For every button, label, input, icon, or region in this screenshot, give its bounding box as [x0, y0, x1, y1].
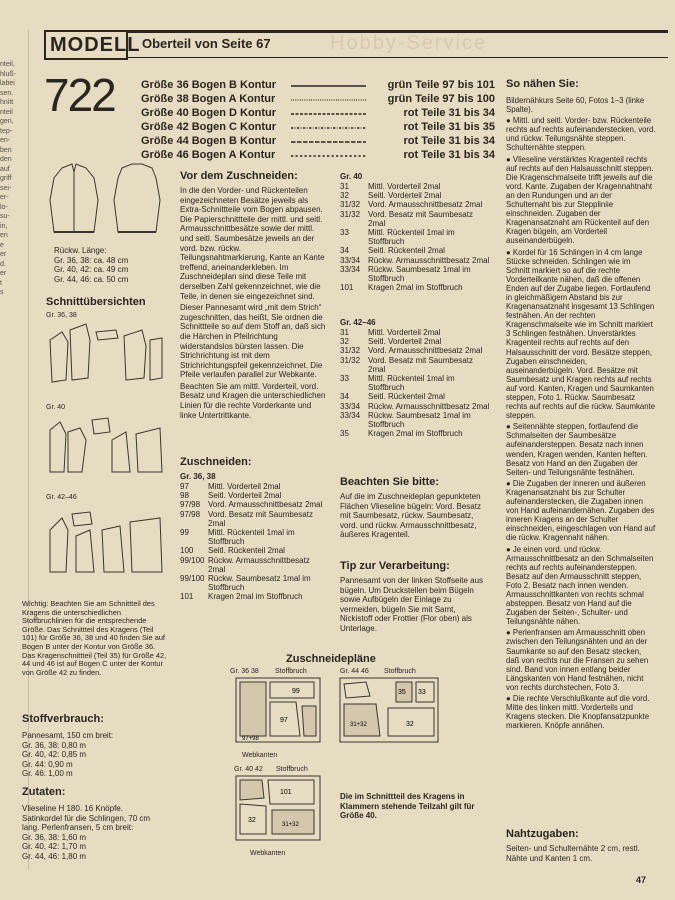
- piece-number: 97/98: [180, 509, 201, 519]
- piece-number: 100: [180, 546, 194, 556]
- piece-description: Vord. Armausschnittbesatz 2mal: [368, 346, 483, 356]
- cut-list-42-46: [340, 328, 490, 438]
- tip-title: Tip zur Verarbeitung:: [340, 560, 450, 572]
- svg-text:32: 32: [406, 721, 414, 728]
- cut-subtitle: Gr. 36, 38: [180, 472, 216, 481]
- sewing-step: [506, 694, 656, 730]
- edge-text-fragment: in,: [0, 222, 8, 230]
- cut-row: [340, 283, 490, 292]
- piece-number: 99: [180, 528, 189, 538]
- sewing-step-text: Kordel für 16 Schlingen in 4 cm lange Stücke schneiden. Schlingen wie im Schnitt markiert so auf die rechte Vorderteilkante nähen, daß die offenen Enden auf der Zugabe liegen. Fortlaufend in gleichmäßigem Abstand bis zur Kragenansatznaht insgesamt 13 Schlingen festnähen. An der rechten Kragenschmalseite wie im Schnitt markiert 3 Schlingen festnähen. Unverstärktes Kragenteil rechts auf rechts auf den Halsausschnitt der vord. Besätze steppen, Zugaben einschneiden, auseinanderbügeln. Vord. Besätze mit Saumbesatz und Kragen rechts auf rechts auf vord. Kanten, Kragen und Saumkanten steppen, Foto 1. Rückw. Saumbesatz rechts auf rechts auf die rückw. Saumkante steppen.: [506, 247, 656, 421]
- cut-row: [340, 356, 490, 374]
- edge-text-fragment: e: [0, 241, 4, 249]
- left-edge-bleed-text: [0, 60, 28, 380]
- webkanten-label: Webkanten: [242, 752, 278, 759]
- edge-text-fragment: s: [0, 289, 4, 296]
- cut-row: [340, 210, 490, 228]
- edge-text-fragment: hluß-: [0, 70, 16, 78]
- back-length-block: [54, 246, 164, 284]
- size-row: [141, 106, 495, 120]
- piece-number: 99/100: [180, 555, 205, 565]
- edge-text-fragment: en-: [0, 137, 11, 144]
- size-value: rot Teile 31 bis 34: [403, 149, 495, 161]
- piece-number: 101: [340, 283, 354, 293]
- size-label: Größe 46 Bogen A Kontur: [141, 149, 276, 161]
- svg-text:35: 35: [398, 689, 406, 696]
- cut-row: [340, 228, 490, 246]
- edge-text-fragment: tep-: [0, 127, 13, 135]
- cut-row: [180, 574, 328, 592]
- edge-text-fragment: sen.: [0, 89, 14, 97]
- prep-text: [180, 186, 328, 422]
- piece-description: Mittl. Rückenteil 1mal im Stoffbruch: [368, 228, 455, 247]
- piece-description: Mittl. Rückenteil 1mal im Stoffbruch: [368, 374, 455, 393]
- piece-description: Mittl. Vorderteil 2mal: [368, 182, 441, 191]
- size-value: grün Teile 97 bis 101: [387, 79, 495, 91]
- piece-number: 33: [340, 374, 349, 384]
- back-length-line: Gr. 40, 42: ca. 49 cm: [54, 265, 129, 275]
- cut-row: [340, 256, 490, 265]
- piece-number: 101: [180, 592, 194, 602]
- bullet-icon: ●: [506, 422, 513, 432]
- cut-row: [340, 429, 490, 438]
- size-row: [141, 78, 495, 92]
- sewing-title: So nähen Sie:: [506, 78, 579, 90]
- edge-text-fragment: griff: [0, 175, 12, 182]
- modell-label: MODELL: [44, 30, 128, 60]
- pattern-overview-42-46: [46, 500, 166, 580]
- edge-text-fragment: den: [0, 156, 12, 163]
- prep-title: Vor dem Zuschneiden:: [180, 170, 298, 182]
- edge-text-fragment: ben: [0, 146, 12, 154]
- svg-text:97: 97: [280, 717, 288, 724]
- piece-description: Rückw. Saumbesatz 1mal im Stoffbruch: [368, 410, 471, 430]
- tip-paragraph: Pannesamt von der linken Stoffseite aus bügeln. Um Druckstellen beim Bügeln sowie Aufbügeln der Einlage zu vermeiden, bügeln Sie mit Samt, Nickistoff oder Frottier (Flor oben) als Unterlage.: [340, 576, 484, 633]
- seam-title: Nahtzugaben:: [506, 828, 579, 840]
- bullet-icon: ●: [506, 478, 513, 488]
- extras-line: Gr. 44, 46: 1,80 m: [22, 851, 87, 861]
- piece-number: 31/32: [340, 200, 361, 210]
- prep-paragraph: In die den Vorder- und Rückenteilen eingezeichneten Besätze jeweils als Extra-Schnittteile vom Bogen abpausen. Die Papierschnittteile der mittl. und seitl. Armausschnittbesätze sowie der mittl. und seitl. Saumbesätze jeweils an der vord. bzw. rückw. Teilungsnahtmarkierung, Kante an Kante treffend, aneinanderkleben. Im Zuschneideplan sind diese Teile mit derselben Zahl gekennzeichnet, wie die Teile, in denen sie eingezeichnet sind.: [180, 186, 325, 301]
- piece-description: Seitl. Vorderteil 2mal: [368, 191, 442, 201]
- extras-line: Gr. 40, 42: 1,70 m: [22, 842, 87, 852]
- sewing-step: [506, 479, 656, 543]
- cutting-plan-40-42: [226, 774, 322, 848]
- cut-row: [340, 392, 490, 401]
- cut-row: [180, 491, 328, 500]
- piece-number: 32: [340, 337, 349, 347]
- piece-description: Rückw. Armausschnittbesatz 2mal: [368, 255, 490, 265]
- edge-text-fragment: d.: [0, 260, 6, 268]
- fabric-list: [22, 731, 162, 779]
- contour-line: [291, 137, 366, 145]
- sewing-step: [506, 628, 656, 692]
- garment-sketch: [44, 160, 164, 244]
- seam-paragraph: Seiten- und Schulternähte 2 cm, restl. Nähte und Kanten 1 cm.: [506, 844, 640, 863]
- contour-line: [291, 109, 366, 117]
- piece-description: Rückw. Armausschnittbesatz 2mal: [208, 555, 310, 574]
- sewing-step: [506, 422, 656, 477]
- cut-row: [340, 402, 490, 411]
- sewing-step-text: Die rechte Verschlußkante auf die vord. Mitte des linken mittl. Vorderteils und Kragens stecken. Die Knopfansatzpunkte markieren. Knöpfe annähen.: [506, 694, 650, 731]
- overview-label-36-38: Gr. 36, 38: [46, 312, 77, 319]
- piece-description: Mittl. Vorderteil 2mal: [208, 482, 281, 491]
- size-row: [141, 134, 495, 148]
- extras-list: [22, 804, 162, 862]
- back-length-line: Rückw. Länge:: [54, 246, 107, 255]
- piece-number: 99/100: [180, 574, 205, 584]
- cut-row: [340, 182, 490, 191]
- edge-text-fragment: er: [0, 270, 7, 277]
- piece-description: Seitl. Rückenteil 2mal: [368, 392, 445, 402]
- piece-description: Seitl. Rückenteil 2mal: [208, 546, 285, 556]
- sewing-step: [506, 155, 656, 246]
- edge-text-fragment: t: [0, 279, 2, 287]
- edge-text-fragment: er: [0, 251, 7, 258]
- sewing-step-text: Seitennähte steppen, fortlaufend die Schmalseiten der Saumbesätze aufeinandersteppen. Besatz nach innen wenden, Kragen wenden, Kanten heften. Besatz von Hand an den Zugaben der Seiten- und Teilungsnähte festnähen.: [506, 422, 648, 477]
- page-number: 47: [636, 875, 647, 885]
- cut-row: [340, 374, 490, 392]
- prep-paragraph: Dieser Pannesamt wird „mit dem Strich“ zugeschnitten, das heißt, Sie ordnen die Schnittteile so auf dem Stoff an, daß sich die Härchen in Pfeilrichtung widerstandslos bürsten lassen. Die Strichrichtung ist mit dem Strichrichtungspfeil gekennzeichnet. Die Pfeile verlaufen parallel zur Webkante.: [180, 303, 326, 380]
- overview-label-40: Gr. 40: [46, 404, 66, 411]
- sewing-step-text: Vlieseline verstärktes Kragenteil rechts auf rechts auf den Halsausschnitt steppen. Die Kragenschmalseite trifft jeweils auf die vord. Kante. Zugaben der Kragennahtnaht an den Rundungen und an der Schulternaht bis zur Steppliniie einschneiden. Zugaben der Kragenansatznaht am Rückenteil auf den Kragen bügeln, am Vorderteil auseinanderbügeln.: [506, 154, 654, 246]
- plans-caption-text: Die im Schnittteil des Kragens in Klammern stehende Teilzahl gilt für Größe 40.: [340, 792, 475, 821]
- contour-line: [291, 81, 366, 89]
- cutting-plan-44-46: [336, 676, 442, 750]
- svg-text:97+98: 97+98: [242, 736, 259, 742]
- cut-row: [180, 510, 328, 528]
- size-value: rot Teile 31 bis 35: [403, 121, 495, 133]
- sewing-steps: [506, 96, 656, 732]
- plan-label-44-46: Gr. 44 46: [340, 668, 369, 675]
- collar-note-text: Wichtig: Beachten Sie am Schnittteil des Kragens die unterschiedlichen Stoffbruchlinien für die entsprechende Größe. Das Schnittteil des Kragens (Teil 101) für Größe 36, 38 und 40 finden Sie auf Bogen B unter der Kontur von Größe 36. Das Kragenschnittteil (Teil 35) für Größe 42, 44 und 46 ist auf Bogen C unter der Kontur von Größe 42 zu finden.: [22, 599, 167, 677]
- page-title: Oberteil von Seite 67: [142, 36, 271, 51]
- piece-number: 31/32: [340, 346, 361, 356]
- seam-text: [506, 844, 656, 865]
- piece-number: 33/34: [340, 264, 361, 274]
- piece-description: Seitl. Rückenteil 2mal: [368, 246, 445, 256]
- plan-label-40-42: Gr. 40 42: [234, 766, 263, 773]
- cut-row: [180, 528, 328, 546]
- fabric-line: Gr. 36, 38: 0,80 m: [22, 740, 87, 750]
- cut-row: [340, 191, 490, 200]
- bullet-icon: ●: [506, 154, 513, 164]
- bullet-icon: ●: [506, 694, 513, 703]
- piece-number: 97/98: [180, 500, 201, 510]
- cut-list-36-38: [180, 482, 328, 602]
- edge-text-fragment: er-: [0, 194, 9, 201]
- size-table: [141, 78, 495, 162]
- piece-description: Vord. Armausschnittbesatz 2mal: [368, 200, 483, 210]
- piece-description: Rückw. Saumbesatz 1mal im Stoffbruch: [368, 264, 471, 284]
- sewing-step: [506, 248, 656, 421]
- contour-line: [291, 95, 366, 103]
- piece-number: 33/34: [340, 401, 361, 411]
- cut-row: [180, 592, 328, 601]
- pattern-overview-40: [46, 410, 166, 480]
- cut-row: [180, 482, 328, 491]
- size-row: [141, 92, 495, 106]
- size-label: Größe 44 Bogen B Kontur: [141, 135, 277, 147]
- piece-number: 33/34: [340, 410, 361, 420]
- cut-row: [340, 265, 490, 283]
- back-length-line: Gr. 36, 38: ca. 48 cm: [54, 255, 129, 265]
- cut-title: Zuschneiden:: [180, 456, 252, 468]
- collar-note: [22, 600, 168, 677]
- svg-text:99: 99: [292, 688, 300, 695]
- svg-text:31+32: 31+32: [282, 822, 299, 828]
- size-label: Größe 42 Bogen C Kontur: [141, 121, 277, 133]
- sewing-step-text: Die Zugaben der inneren und äußeren Kragenansatznaht bis zur Schulter aufeinanderstecken, die Zugaben innen von Hand aufeinandernähen. Zugaben des inneren Kragens an der Schulter einschneiden, eingeschlagen von Hand auf die rückw. Kragennaht nähen.: [506, 478, 656, 543]
- prep-paragraph: Beachten Sie am mittl. Vorderteil, vord. Besatz und Kragen die unterschiedlichen Linien für die rechte Vorderkante und linke Untertrittkante.: [180, 381, 326, 420]
- fabric-line: Gr. 44: 0,90 m: [22, 759, 73, 769]
- cut-list-40: [340, 182, 490, 292]
- edge-text-fragment: sei-: [0, 184, 12, 192]
- piece-description: Mittl. Rückenteil 1mal im Stoffbruch: [208, 528, 295, 547]
- contour-line: [291, 151, 366, 159]
- bullet-icon: ●: [506, 116, 513, 126]
- fabric-line: Pannesamt, 150 cm breit:: [22, 731, 114, 740]
- size-value: rot Teile 31 bis 34: [403, 107, 495, 119]
- cut-row: [340, 346, 490, 355]
- piece-number: 97: [180, 482, 189, 491]
- edge-text-fragment: nteil,: [0, 61, 15, 68]
- edge-text-fragment: su-: [0, 213, 10, 220]
- note-text: [340, 492, 490, 542]
- piece-description: Rückw. Saumbesatz 1mal im Stoffbruch: [208, 574, 311, 593]
- sewing-step: [506, 545, 656, 627]
- piece-description: Vord. Besatz mit Saumbesatz 2mal: [368, 209, 473, 228]
- overview-title: Schnittübersichten: [46, 296, 146, 308]
- piece-description: Kragen 2mal im Stoffbruch: [208, 592, 303, 602]
- pattern-overview-36-38: [46, 320, 166, 390]
- size-value: grün Teile 97 bis 100: [387, 93, 495, 105]
- piece-description: Kragen 2mal im Stoffbruch: [368, 429, 463, 439]
- piece-description: Seitl. Vorderteil 2mal: [368, 337, 442, 347]
- piece-description: Seitl. Vorderteil 2mal: [208, 491, 282, 501]
- size-row: [141, 120, 495, 134]
- sewing-step-text: Je einen vord. und rückw. Armausschnittbesatz an den Schmalseiten rechts auf rechts aufeinandersteppen. Besatz auf den Armausschnitt steppen, Foto 2. Besatz nach innen wenden. Armausschnittkanten von rechts schmal absteppen. Besatz von Hand auf die Zugaben der Seiten-, Schulter- und Teilungsnähte nähen.: [506, 544, 654, 627]
- piece-number: 31/32: [340, 209, 361, 219]
- edge-text-fragment: lo-: [0, 203, 8, 211]
- piece-number: 35: [340, 429, 349, 439]
- plan-label-36-38: Gr. 36 38: [230, 668, 259, 675]
- piece-number: 31: [340, 182, 349, 191]
- cut-row: [180, 500, 328, 509]
- sewing-step: [506, 116, 656, 152]
- edge-text-fragment: labei: [0, 80, 15, 87]
- piece-number: 31/32: [340, 355, 361, 365]
- piece-number: 32: [340, 191, 349, 201]
- plan-fold-label: Stoffbruch: [384, 668, 416, 675]
- edge-text-fragment: gen,: [0, 118, 14, 125]
- size-label: Größe 40 Bogen D Kontur: [141, 107, 277, 119]
- sewing-step-text: Perlenfransen am Armausschnitt oben zwischen den Teilungsnähten und an der Saumkante so auf den Besatz stecken, daß von rechts nur die Fransen zu sehen sind. Band von innen entlang beider Längskanten von Hand festnähen, nicht von rechts durchstechen, Foto 3.: [506, 628, 649, 692]
- plans-caption: [340, 792, 490, 823]
- extras-title: Zutaten:: [22, 786, 66, 798]
- piece-description: Vord. Armausschnittbesatz 2mal: [208, 500, 323, 510]
- piece-description: Vord. Besatz mit Saumbesatz 2mal: [208, 509, 313, 528]
- piece-description: Kragen 2mal im Stoffbruch: [368, 283, 463, 293]
- cut-row: [340, 328, 490, 337]
- plan-fold-label: Stoffbruch: [275, 668, 307, 675]
- cut-row: [180, 556, 328, 574]
- piece-description: Mittl. Vorderteil 2mal: [368, 328, 441, 337]
- svg-text:32: 32: [248, 817, 256, 824]
- tip-text: [340, 576, 490, 636]
- contour-line: [291, 123, 366, 131]
- cut-row: [340, 337, 490, 346]
- piece-number: 33: [340, 228, 349, 238]
- piece-number: 34: [340, 392, 349, 402]
- piece-number: 34: [340, 246, 349, 256]
- piece-number: 33/34: [340, 255, 361, 265]
- edge-text-fragment: auf: [0, 165, 10, 173]
- sewing-intro: Bildernähkurs Seite 60, Fotos 1–3 (linke Spalte).: [506, 96, 645, 115]
- cut-row: [340, 411, 490, 429]
- bullet-icon: ●: [506, 544, 513, 554]
- svg-text:101: 101: [280, 789, 292, 796]
- cut-row: [340, 246, 490, 255]
- note-paragraph: Auf die im Zuschneideplan gepunkteten Flächen Vlieseline bügeln: Vord. Besatz mit Saumbesatz, rückw. Saumbesatz, vord. und rückw. Armausschnittbesatz, äußeres Kragenteil.: [340, 492, 481, 540]
- bullet-icon: ●: [506, 247, 513, 257]
- plans-title: Zuschneidepläne: [286, 653, 376, 665]
- extras-line: Vlieseline H 180. 16 Knöpfe. Satinkordel für die Schlingen, 70 cm lang. Perlenfransen, 5 cm breit:: [22, 804, 151, 833]
- piece-description: Rückw. Armausschnittbesatz 2mal: [368, 401, 490, 411]
- piece-number: 98: [180, 491, 189, 501]
- plan-fold-label: Stoffbruch: [276, 766, 308, 773]
- webkanten-label: Webkanten: [250, 850, 286, 857]
- cut-subtitle-42-46: Gr. 42–46: [340, 318, 376, 327]
- size-label: Größe 38 Bogen A Kontur: [141, 93, 276, 105]
- piece-number: 31: [340, 328, 349, 337]
- header-ghost-text: Hobby-Service: [330, 32, 488, 54]
- fabric-line: Gr. 40, 42: 0,85 m: [22, 750, 87, 760]
- size-value: rot Teile 31 bis 34: [403, 135, 495, 147]
- size-row: [141, 148, 495, 162]
- overview-label-42-46: Gr. 42–46: [46, 494, 77, 501]
- edge-text-fragment: en: [0, 232, 8, 239]
- back-length-line: Gr. 44, 46: ca. 50 cm: [54, 274, 129, 284]
- size-label: Größe 36 Bogen B Kontur: [141, 79, 277, 91]
- cutting-plan-36-38: [226, 676, 322, 750]
- svg-text:31+32: 31+32: [350, 722, 367, 728]
- edge-text-fragment: hnitt: [0, 99, 14, 106]
- sewing-step-text: Mittl. und seitl. Vorder- bzw. Rückenteile rechts auf rechts aufeinanderstecken, vord. und rückw. Teilungsnähte steppen. Schulternähte steppen.: [506, 116, 656, 153]
- extras-line: Gr. 36, 38: 1,60 m: [22, 832, 87, 842]
- edge-text-fragment: nteil: [0, 108, 13, 116]
- fabric-title: Stoffverbrauch:: [22, 713, 104, 725]
- piece-description: Vord. Besatz mit Saumbesatz 2mal: [368, 355, 473, 374]
- cut-row: [340, 200, 490, 209]
- svg-text:33: 33: [418, 689, 426, 696]
- bullet-icon: ●: [506, 628, 513, 638]
- cut-subtitle-40: Gr. 40: [340, 172, 363, 181]
- cut-row: [180, 546, 328, 555]
- note-title: Beachten Sie bitte:: [340, 476, 440, 488]
- model-number: 722: [44, 69, 115, 121]
- fabric-line: Gr. 46: 1,00 m: [22, 769, 73, 779]
